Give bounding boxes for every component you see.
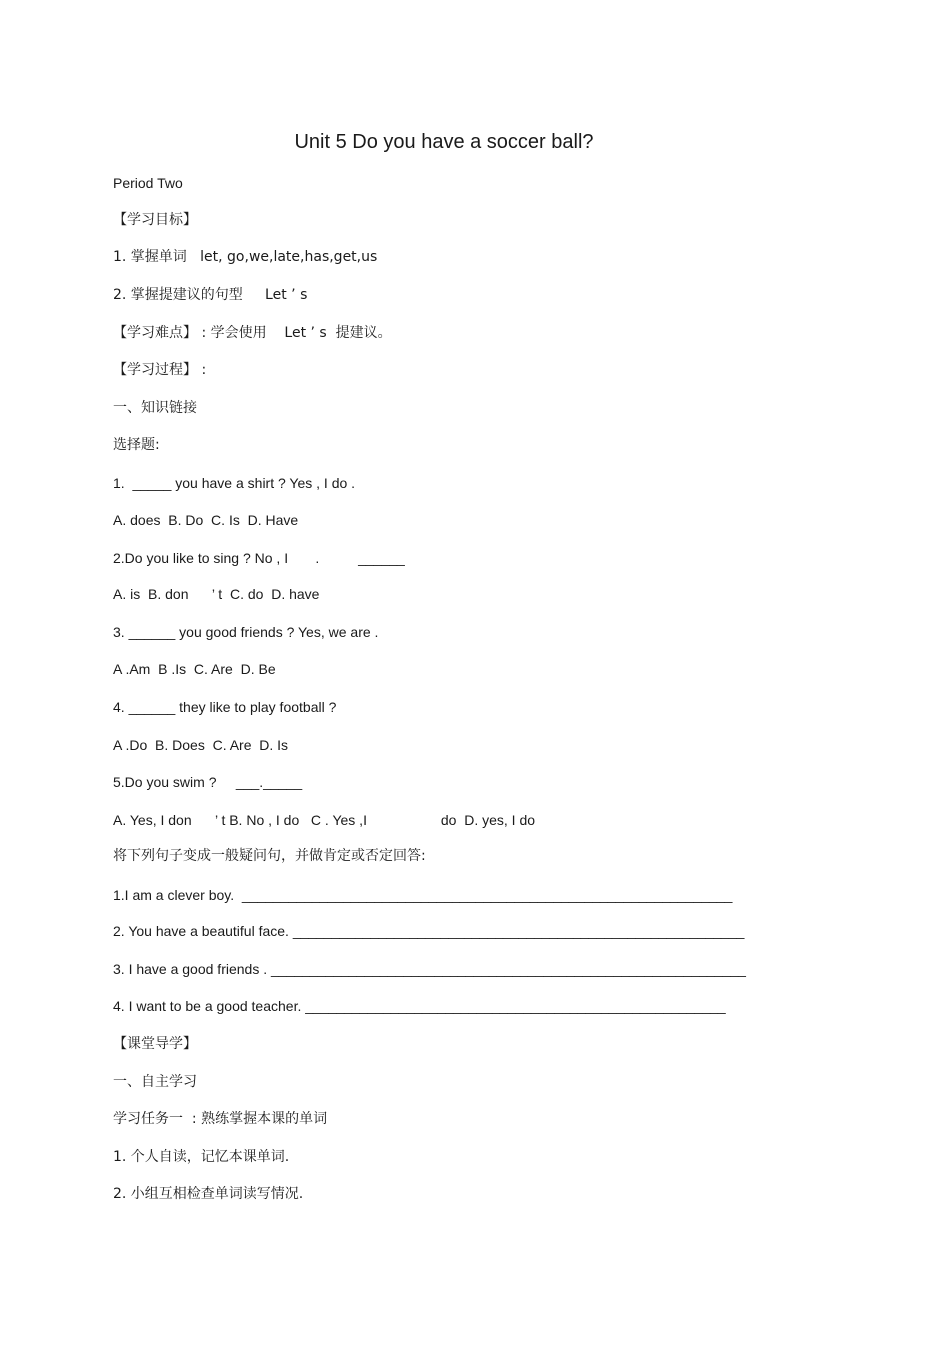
document-title: Unit 5 Do you have a soccer ball? [294,131,594,153]
objective-item-1: 1. 掌握单词 let, go,we,late,has,get,us [113,249,378,265]
task-1-step-1: 1. 个人自读，记忆本课单词. [113,1149,290,1165]
question-3-options: A .Am B .Is C. Are D. Be [113,661,276,677]
task-1-heading: 学习任务一 : 熟练掌握本课的单词 [113,1111,328,1127]
question-5-options: A. Yes, I don ’ t B. No , I do C . Yes ,I do D. yes, I do [113,812,536,828]
task-1-step-2: 2. 小组互相检查单词读写情况. [113,1186,304,1202]
subsection-heading-self-study: 一、自主学习 [113,1074,197,1090]
transform-item-4: 4. I want to be a good teacher. ______________________________________________________ [113,998,726,1014]
question-1-options: A. does B. Do C. Is D. Have [113,512,299,528]
objective-item-2: 2. 掌握提建议的句型 Let ’ s [113,287,308,303]
question-1: 1. _____ you have a shirt ? Yes , I do . [113,475,356,491]
section-heading-classroom: 【课堂导学】 [113,1036,197,1052]
question-4-options: A .Do B. Does C. Are D. Is [113,737,289,753]
transform-item-1: 1.I am a clever boy. _______________________________________________________________ [113,887,733,903]
question-2-options: A. is B. don ’ t C. do D. have [113,586,320,602]
section-heading-difficulties: 【学习难点】 : 学会使用 Let ’ s 提建议。 [113,325,392,341]
transform-heading: 将下列句子变成一般疑问句，并做肯定或否定回答: [113,848,426,864]
section-heading-process: 【学习过程】 : [113,362,207,378]
question-5: 5.Do you swim ? ___._____ [113,774,303,790]
question-2: 2.Do you like to sing ? No , I . ______ [113,550,405,566]
subsection-heading-knowledge: 一、知识链接 [113,400,197,416]
transform-item-3: 3. I have a good friends . _____________________________________________________________ [113,961,746,977]
question-4: 4. ______ they like to play football ? [113,699,337,715]
period-label: Period Two [113,175,183,191]
multiple-choice-heading: 选择题: [113,437,160,453]
section-heading-objectives: 【学习目标】 [113,212,197,228]
question-3: 3. ______ you good friends ? Yes, we are . [113,624,379,640]
transform-item-2: 2. You have a beautiful face. __________________________________________________________ [113,923,745,939]
